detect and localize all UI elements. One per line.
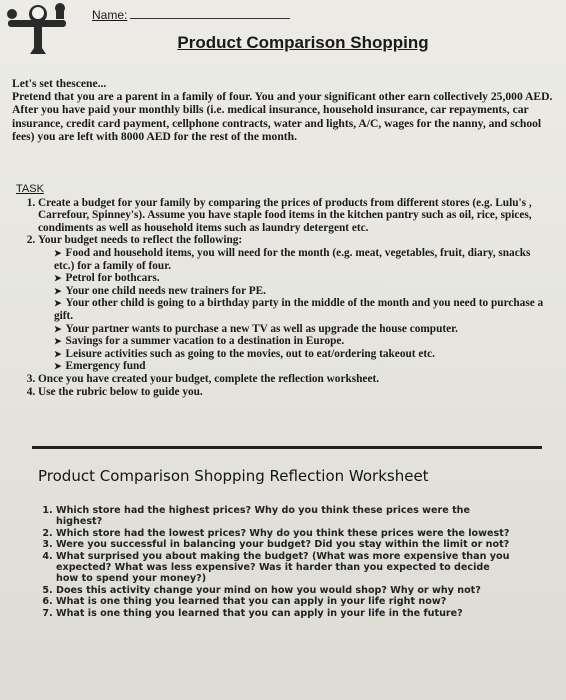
section-divider: [32, 446, 542, 449]
budget-requirement: ➤ Savings for a summer vacation to a destination in Europe.: [54, 335, 546, 348]
task-item: 1. Create a budget for your family by comparing the prices of products from different stores (e.g. Lulu's , Carrefour, Spinney's). Assume you have staple food items in the kitchen pantry such as oil, rice, spices, condiments as well as household items such as laundry detergent etc.: [38, 197, 546, 235]
question-item: 6. What is one thing you learned that you can apply in your life right now?: [56, 596, 510, 607]
budget-requirement: ➤ Leisure activities such as going to the movies, out to eat/ordering takeout etc.: [54, 348, 546, 361]
task-item: 4. Use the rubric below to guide you.: [38, 386, 546, 399]
task-heading: TASK: [16, 183, 44, 195]
name-field: [92, 8, 290, 22]
page-title: Product Comparison Shopping: [177, 33, 429, 52]
budget-requirements-list: [38, 247, 546, 373]
scenario-section: [12, 77, 557, 143]
reflection-questions: [30, 505, 510, 619]
budget-requirement: ➤ Emergency fund: [54, 360, 546, 373]
scenario-intro: Let's set thescene...: [12, 77, 107, 90]
question-item: 2. Which store had the lowest prices? Why do you think these prices were the lowest?: [56, 528, 510, 539]
task-item: 3. Once you have created your budget, complete the reflection worksheet.: [38, 373, 546, 386]
budget-requirement: ➤ Food and household items, you will need for the month (e.g. meat, vegetables, fruit, diary, snacks etc.) for a family of four.: [54, 247, 546, 272]
worksheet-title: Product Comparison Shopping Reflection Worksheet: [38, 467, 429, 485]
question-item: 3. Were you successful in balancing your budget? Did you stay within the limit or not?: [56, 539, 510, 550]
budget-requirement: ➤ Petrol for bothcars.: [54, 272, 546, 285]
task-section: [16, 183, 546, 398]
budget-requirement: ➤ Your one child needs new trainers for PE.: [54, 285, 546, 298]
task-list: [16, 197, 546, 399]
question-item: 4. What surprised you about making the budget? (What was more expensive than you expected? What was less expensive? Was it harder than you expected to decide how to spend your money?): [56, 551, 510, 585]
question-item: 5. Does this activity change your mind on how you would shop? Why or why not?: [56, 585, 510, 596]
task-item: 2. Your budget needs to reflect the following: ➤ Food and household items, you will need for the month (e.g. meat, vegetables, fruit, diary, snacks etc.) for a family of four. ➤ Petrol for bothcars. ➤ Your one child needs new trainers for PE. ➤ Your other child is going to a birthday party in the middle of the month and you need to purchase a gift. ➤ Your partner wants to purchase a new TV as well as upgrade the house computer. ➤ Savings for a summer vacation to a destination in Europe. ➤ Leisure activities such as going to the movies, out to eat/ordering takeout etc. ➤ Emergency fund: [38, 234, 546, 373]
name-blank-line: [130, 18, 290, 19]
question-list: [30, 505, 510, 619]
question-item: 1. Which store had the highest prices? Why do you think these prices were the highest?: [56, 505, 510, 528]
budget-requirement: ➤ Your partner wants to purchase a new TV as well as upgrade the house computer.: [54, 323, 546, 336]
scenario-body: Pretend that you are a parent in a family of four. You and your significant other earn collectively 25,000 AED. After you have paid your monthly bills (i.e. medical insurance, household insurance, car repayments, car insurance, credit card payment, cellphone contracts, water and lights, A/C, wages for the nanny, and school fees) you are left with 8000 AED for the rest of the month.: [12, 90, 553, 143]
name-label: Name:: [92, 8, 128, 22]
question-item: 7. What is one thing you learned that you can apply in your life in the future?: [56, 608, 510, 619]
budget-requirement: ➤ Your other child is going to a birthday party in the middle of the month and you need to purchase a gift.: [54, 297, 546, 322]
